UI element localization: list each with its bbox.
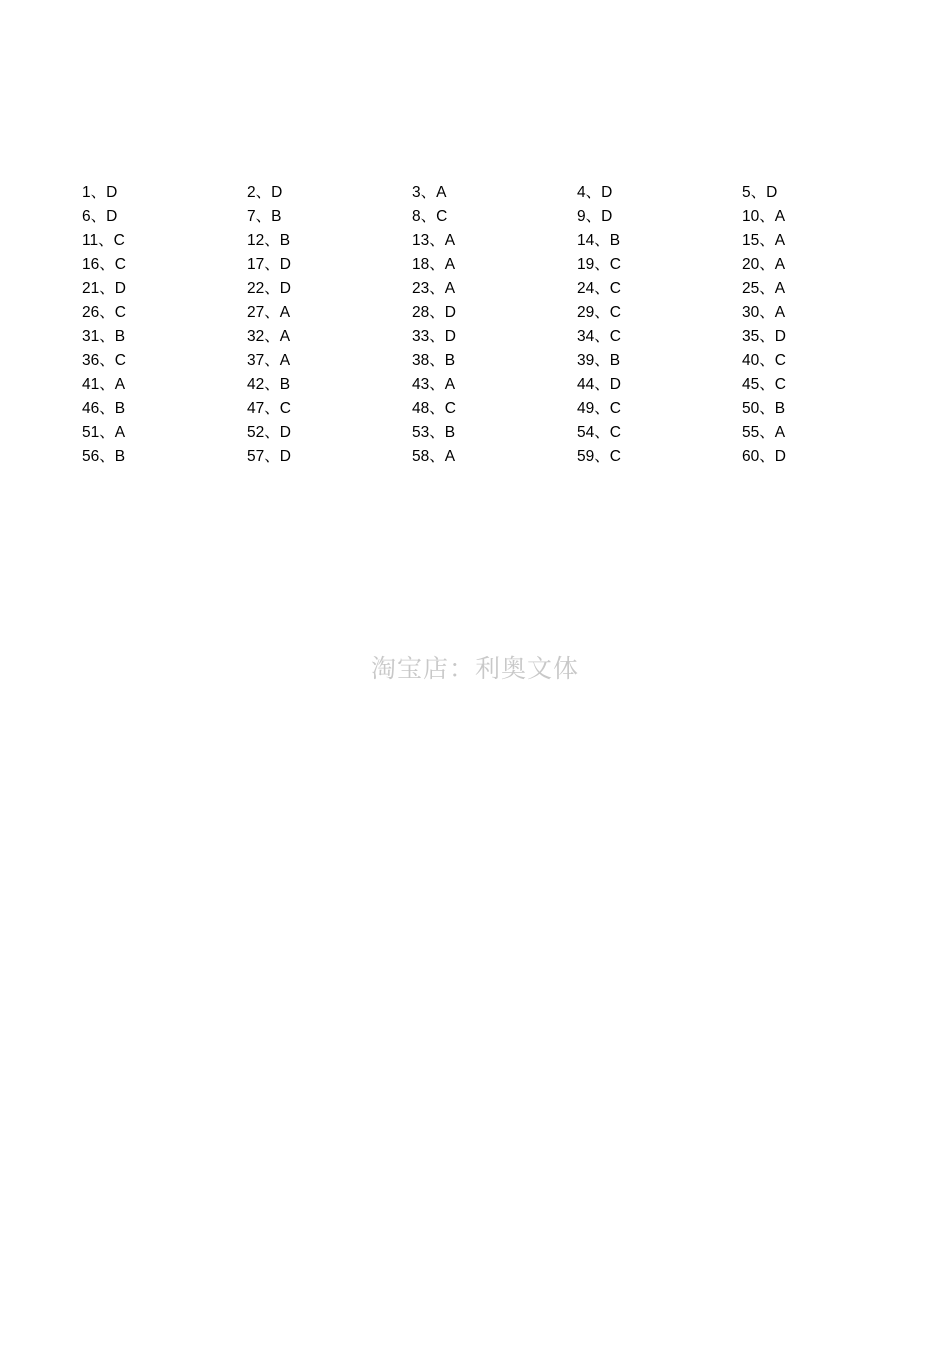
watermark-text: 淘宝店：利奥文体 [370,654,579,683]
answer-item: 32、A [247,328,291,345]
answer-item: 43、A [412,376,456,393]
answer-item: 29、C [577,304,621,321]
answer-item: 22、D [247,280,291,297]
answer-item: 48、C [412,400,456,417]
answer-key-grid [82,181,882,469]
answer-item: 50、B [742,400,786,417]
answer-item: 24、C [577,280,621,297]
answer-item: 31、B [82,328,126,345]
answer-item: 4、D [577,184,613,201]
answer-item: 26、C [82,304,126,321]
answer-item: 39、B [577,352,621,369]
answer-item: 52、D [247,424,291,441]
answer-item: 57、D [247,448,291,465]
answer-item: 6、D [82,208,118,225]
answer-item: 18、A [412,256,456,273]
answer-item: 7、B [247,208,282,225]
answer-item: 37、A [247,352,291,369]
answer-item: 15、A [742,232,786,249]
answer-item: 14、B [577,232,621,249]
answer-item: 10、A [742,208,786,225]
answer-item: 51、A [82,424,126,441]
answer-item: 17、D [247,256,291,273]
answer-item: 54、C [577,424,621,441]
answer-item: 9、D [577,208,613,225]
answer-item: 20、A [742,256,786,273]
answer-item: 41、A [82,376,126,393]
answer-item: 47、C [247,400,291,417]
answer-item: 12、B [247,232,291,249]
answer-item: 27、A [247,304,291,321]
answer-item: 56、B [82,448,126,465]
answer-item: 25、A [742,280,786,297]
answer-item: 38、B [412,352,456,369]
answer-item: 1、D [82,184,118,201]
answer-item: 33、D [412,328,456,345]
answer-item: 16、C [82,256,126,273]
answer-item: 21、D [82,280,126,297]
answer-item: 23、A [412,280,456,297]
answer-item: 40、C [742,352,786,369]
answer-item: 19、C [577,256,621,273]
answer-item: 28、D [412,304,456,321]
answer-item: 45、C [742,376,786,393]
answer-item: 55、A [742,424,786,441]
answer-item: 58、A [412,448,456,465]
answer-item: 60、D [742,448,786,465]
answer-item: 13、A [412,232,456,249]
answer-item: 53、B [412,424,456,441]
answer-item: 30、A [742,304,786,321]
answer-item: 34、C [577,328,621,345]
answer-item: 35、D [742,328,786,345]
answer-item: 49、C [577,400,621,417]
answer-item: 2、D [247,184,283,201]
answer-item: 44、D [577,376,621,393]
answer-item: 5、D [742,184,778,201]
answer-item: 59、C [577,448,621,465]
answer-item: 36、C [82,352,126,369]
answer-item: 11、C [82,232,125,249]
answer-item: 46、B [82,400,126,417]
answer-item: 42、B [247,376,291,393]
answer-item: 3、A [412,184,447,201]
answer-item: 8、C [412,208,448,225]
